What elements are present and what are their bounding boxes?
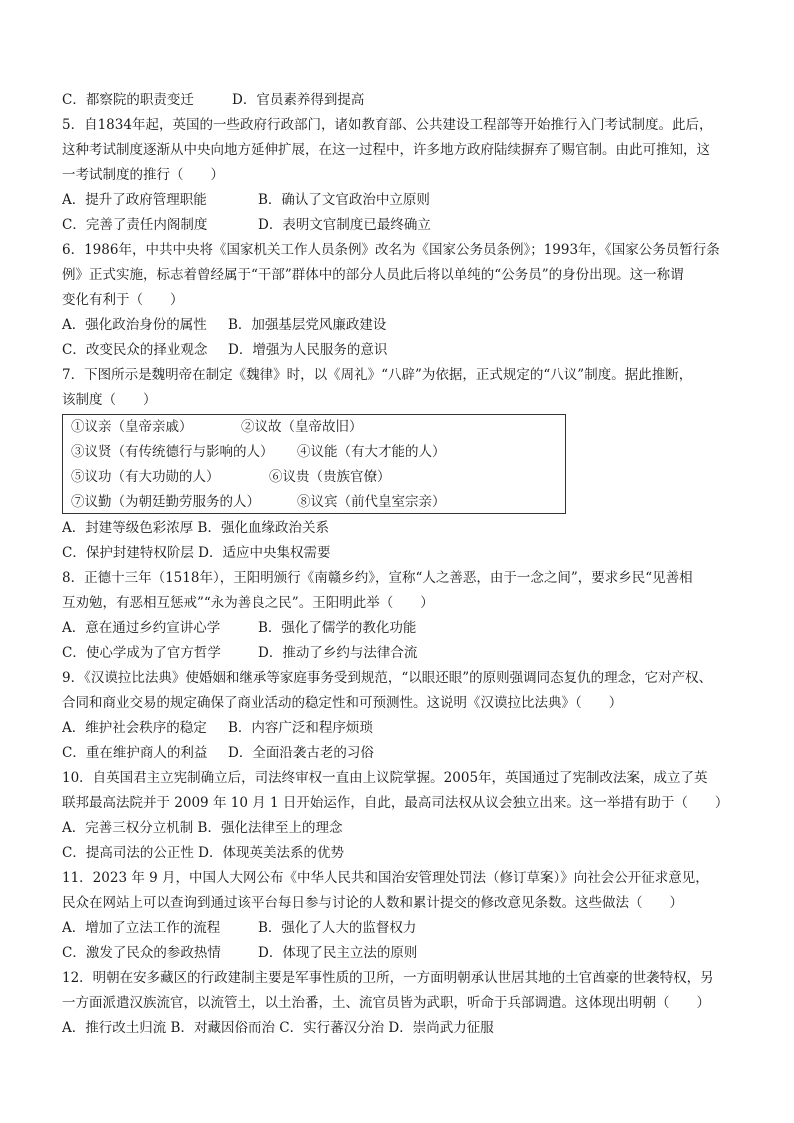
eight-deliberations-box: [62, 414, 566, 514]
box-item: ③议贤（有传统德行与影响的人）: [71, 444, 274, 460]
q5-options-ab: [62, 188, 738, 213]
q6-option-b: B．加强基层党风廉政建设: [228, 317, 387, 333]
question-stem-line: 11．2023 年 9 月，中国人大网公布《中华人民共和国治安管理处罚法（修订草案）》向社会公开征求意见，: [62, 870, 709, 886]
q8-options-cd: [62, 641, 738, 666]
box-row: [71, 415, 565, 440]
q6-options-cd: [62, 338, 738, 363]
box-item: ②议故（皇帝故旧）: [241, 419, 363, 435]
q9-options-cd: [62, 741, 738, 766]
box-item: ④议能（有大才能的人）: [297, 444, 446, 460]
q7-options-cd: C．保护封建特权阶层 D．适应中央集权需要: [62, 545, 331, 561]
q9-option-a: A．维护社会秩序的稳定: [62, 720, 207, 736]
q5-option-b: B．确认了文官政治中立原则: [258, 192, 430, 208]
q11-options-cd: [62, 941, 738, 966]
question-7: [62, 363, 738, 566]
question-stem-line: 6．1986年，中共中央将《国家机关工作人员条例》改名为《国家公务员条例》；1993年，《国家公务员暂行条: [62, 242, 720, 258]
q8-option-c: C．使心学成为了官方哲学: [62, 645, 221, 661]
exam-page: [62, 88, 738, 1041]
q9-options-ab: [62, 716, 738, 741]
q7-options-ab: A．封建等级色彩浓厚 B．强化血缘政治关系: [62, 520, 329, 536]
q9-option-d: D．全面沿袭古老的习俗: [228, 745, 374, 761]
question-stem-line: 例》正式实施，标志着曾经属于“干部”群体中的部分人员此后将以单纯的“公务员”的身份出现。这一称谓: [62, 267, 684, 283]
q9-option-b: B．内容广泛和程序烦琐: [228, 720, 373, 736]
q5-options-cd: [62, 213, 738, 238]
q11-options-ab: [62, 916, 738, 941]
q4-option-d: D．官员素养得到提高: [232, 92, 365, 108]
q8-option-b: B．强化了儒学的教化功能: [258, 620, 417, 636]
box-row: [71, 465, 565, 490]
question-stem-line: 互劝勉，有恶相互惩戒”“永为善良之民”。王阳明此举（ ）: [62, 595, 434, 611]
question-stem-line: 变化有利于（ ）: [62, 292, 184, 308]
q8-options-ab: [62, 616, 738, 641]
question-stem-line: 合同和商业交易的规定确保了商业活动的稳定性和可预测性。这说明《汉谟拉比法典》（ ）: [62, 695, 623, 711]
q8-option-d: D．推动了乡约与法律合流: [258, 645, 418, 661]
question-stem-line: 10．自英国君主立宪制确立后，司法终审权一直由上议院掌握。2005年，英国通过了宪制改法案，成立了英: [62, 770, 708, 786]
q6-option-c: C．改变民众的择业观念: [62, 342, 208, 358]
question-stem-line: 民众在网站上可以查询到通过该平台每日参与讨论的人数和累计提交的修改意见条数。这些做法（ ）: [62, 895, 683, 911]
q11-option-a: A．增加了立法工作的流程: [62, 920, 221, 936]
question-stem-line: 一考试制度的推行（ ）: [62, 167, 224, 183]
question-stem-line: 这种考试制度逐渐从中央向地方延伸扩展，在这一过程中，许多地方政府陆续摒弃了赐官制。由此可推知，这: [62, 142, 710, 158]
question-9: [62, 666, 738, 766]
question-stem-line: 9．《汉谟拉比法典》使婚姻和继承等家庭事务受到规范，“以眼还眼”的原则强调同态复仇的理念，它对产权、: [62, 670, 713, 686]
q10-options-ab: A．完善三权分立机制 B．强化法律至上的理念: [62, 820, 343, 836]
q4-options-cd: [62, 88, 738, 113]
question-stem-line: 8．正德十三年（1518年），王阳明颁行《南赣乡约》，宣称“人之善恶，由于一念之间”，要求乡民“见善相: [62, 570, 693, 586]
q9-option-c: C．重在维护商人的利益: [62, 745, 208, 761]
box-item: ①议亲（皇帝亲戚）: [71, 419, 193, 435]
question-stem-line: 7．下图所示是魏明帝在制定《魏律》时，以《周礼》“八辟”为依据，正式规定的“八议”制度。据此推断，: [62, 367, 693, 383]
question-stem-line: 12．明朝在安多藏区的行政建制主要是军事性质的卫所，一方面明朝承认世居其地的土官酋豪的世袭特权，另: [62, 970, 714, 986]
box-item: ⑧议宾（前代皇室宗亲）: [297, 494, 446, 510]
question-8: [62, 566, 738, 666]
question-stem-line: 联邦最高法院并于 2009 年 10 月 1 日开始运作，自此，最高司法权从议会独立出来。这一举措有助于（ ）: [62, 795, 729, 811]
q6-option-a: A．强化政治身份的属性: [62, 317, 207, 333]
question-5: [62, 113, 738, 238]
box-row: [71, 440, 565, 465]
box-item: ⑤议功（有大功勋的人）: [71, 469, 220, 485]
q6-options-ab: [62, 313, 738, 338]
q5-option-a: A．提升了政府管理职能: [62, 192, 207, 208]
question-stem-line: 该制度（ ）: [62, 392, 157, 408]
box-row: [71, 490, 565, 515]
question-stem-line: 5．自1834年起，英国的一些政府行政部门，诸如教育部、公共建设工程部等开始推行入门考试制度。此后，: [62, 117, 713, 133]
box-item: ⑦议勤（为朝廷勤劳服务的人）: [71, 494, 260, 510]
box-item: ⑥议贵（贵族官僚）: [269, 469, 391, 485]
q8-option-a: A．意在通过乡约宣讲心学: [62, 620, 221, 636]
q10-options-cd: C．提高司法的公正性 D．体现英美法系的优势: [62, 845, 344, 861]
q4-option-c: C．都察院的职责变迁: [62, 92, 194, 108]
q11-option-b: B．强化了人大的监督权力: [258, 920, 417, 936]
q6-option-d: D．增强为人民服务的意识: [228, 342, 388, 358]
q5-option-d: D．表明文官制度已最终确立: [258, 217, 431, 233]
question-12: [62, 966, 738, 1041]
q11-option-c: C．激发了民众的参政热情: [62, 945, 221, 961]
question-10: [62, 766, 738, 866]
question-stem-line: 一方面派遣汉族流官，以流管土，以土治番，土、流官员皆为武职，听命于兵部调遣。这体现出明朝（ ）: [62, 995, 710, 1011]
q11-option-d: D．体现了民主立法的原则: [258, 945, 418, 961]
question-6: [62, 238, 738, 363]
q5-option-c: C．完善了责任内阁制度: [62, 217, 208, 233]
question-11: [62, 866, 738, 966]
q12-options: A．推行改土归流 B．对藏因俗而治 C．实行蕃汉分治 D．崇尚武力征服: [62, 1020, 494, 1036]
